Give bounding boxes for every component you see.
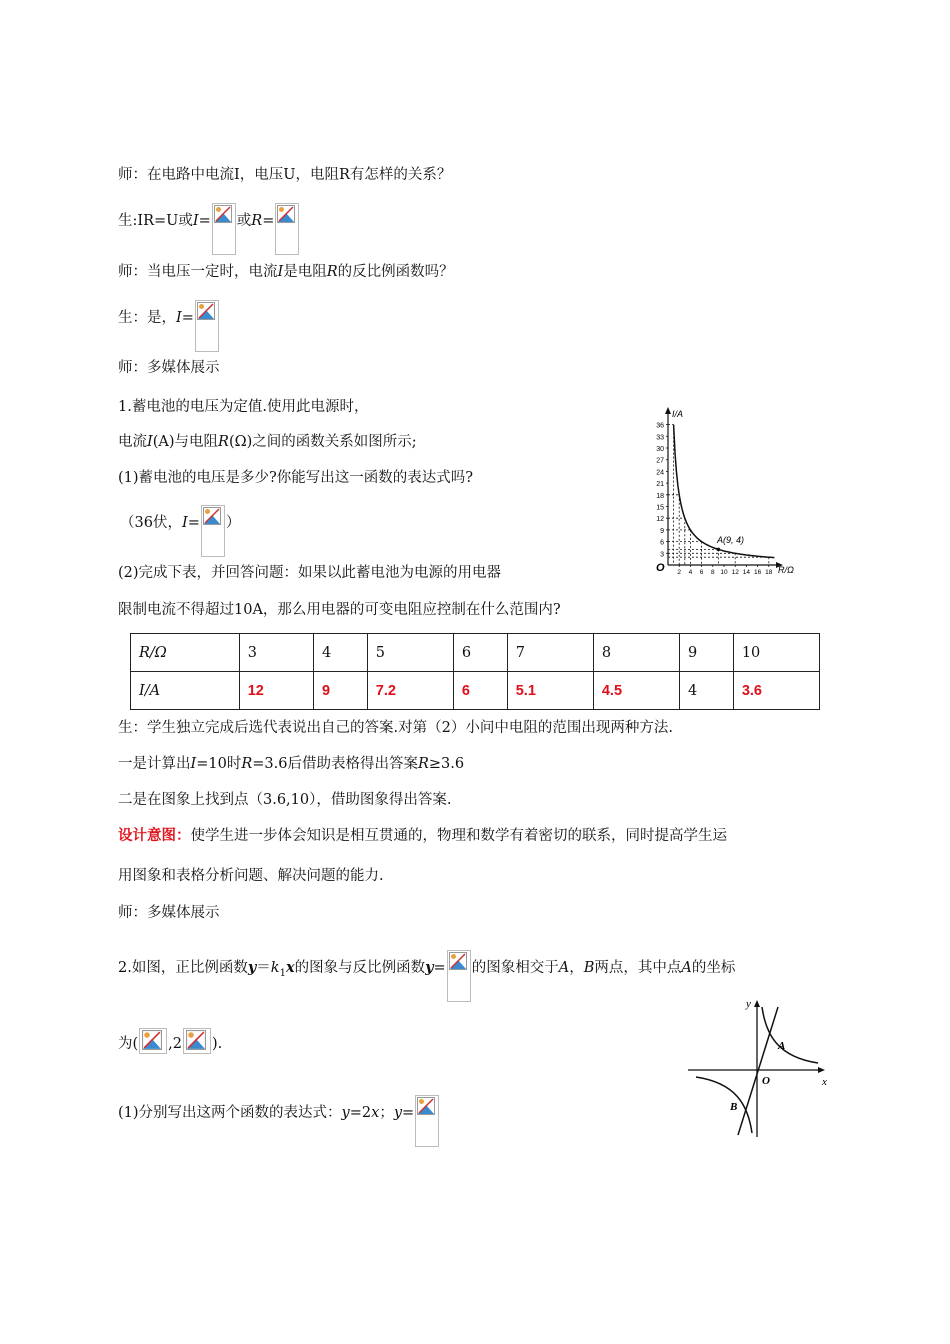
table-cell: 3 xyxy=(239,634,313,672)
text: I/A xyxy=(139,682,161,699)
teacher-media-2: 师：多媒体展示 xyxy=(118,905,220,921)
var-x: x xyxy=(285,959,295,976)
var-y: y xyxy=(247,959,257,976)
text: 电流 xyxy=(118,434,147,450)
origin-label: O xyxy=(656,562,665,574)
table-cell: 9 xyxy=(679,634,733,672)
text: (Ω)之间的函数关系如图所示; xyxy=(228,434,417,450)
origin-label: O xyxy=(762,1075,770,1087)
x-tick-label: 14 xyxy=(742,569,751,575)
teacher-question-1: 师：在电路中电流I，电压U，电阻R有怎样的关系？ xyxy=(118,167,452,183)
y-tick-label: 9 xyxy=(660,527,664,535)
x-axis-arrow xyxy=(818,1067,825,1073)
x-tick-label: 8 xyxy=(710,569,715,575)
x-tick-label: 10 xyxy=(720,569,728,575)
y-axis-label: I/A xyxy=(672,409,684,419)
text: =2 xyxy=(349,1105,372,1121)
x-tick-label: 12 xyxy=(731,569,739,575)
problem-2-q1 xyxy=(118,1095,440,1147)
x-axis-label: R/Ω xyxy=(778,565,794,575)
text: 师：当电压一定时，电流 xyxy=(118,264,278,280)
table-row xyxy=(131,672,820,710)
text: 为( xyxy=(118,1036,139,1052)
x-tick-label: 18 xyxy=(765,569,773,575)
table-row xyxy=(131,634,820,672)
text: ） xyxy=(225,515,241,531)
table-cell: 5 xyxy=(367,634,453,672)
text: 的图象与反比例函数 xyxy=(294,960,426,976)
problem-2-coords xyxy=(118,1028,222,1054)
var-x: x xyxy=(371,1105,380,1121)
table-cell: 3.6 xyxy=(733,672,819,710)
function-intersection-figure xyxy=(682,995,832,1143)
text: ＝ xyxy=(256,960,271,976)
text: 2.如图，正比例函数 xyxy=(118,960,248,976)
problem-1-desc xyxy=(118,432,417,452)
y-axis-arrow xyxy=(754,1000,760,1007)
table-cell: 8 xyxy=(593,634,679,672)
problem-1-intro: 1.蓄电池的电压为定值.使用此电源时， xyxy=(118,399,369,415)
var-i: I xyxy=(176,310,182,326)
var-i: I xyxy=(190,756,197,772)
table-header-i xyxy=(131,672,240,710)
table-header-r xyxy=(131,634,240,672)
text: ,2 xyxy=(168,1036,183,1052)
y-tick-label: 21 xyxy=(656,481,664,489)
point-a-annotation: A(9, 4) xyxy=(717,535,745,545)
design-intent-cont: 用图象和表格分析问题、解决问题的能力. xyxy=(118,868,384,884)
point-a xyxy=(717,548,721,552)
text: 两点，其中点 xyxy=(594,960,682,976)
formula-image-icon xyxy=(275,203,299,255)
y-tick-label: 12 xyxy=(656,516,664,524)
table-cell: 9 xyxy=(313,672,367,710)
text: ≥3.6 xyxy=(428,756,465,772)
y-tick-label: 15 xyxy=(656,504,664,512)
y-tick-label: 18 xyxy=(656,492,664,500)
var-b: B xyxy=(583,960,595,976)
text: = xyxy=(262,213,275,229)
y-tick-label: 30 xyxy=(656,446,664,453)
x-tick-label: 16 xyxy=(753,569,762,575)
var-i: I xyxy=(147,434,153,450)
problem-2-intro xyxy=(118,950,735,1002)
text: (1)分别写出这两个函数的表达式： xyxy=(118,1105,342,1121)
text: 或 xyxy=(236,213,252,229)
point-b-label: B xyxy=(730,1101,738,1113)
var-y: y xyxy=(341,1105,350,1121)
student-answer-1 xyxy=(118,203,300,255)
y-tick-label: 3 xyxy=(660,551,664,559)
var-r: R xyxy=(417,756,429,772)
var-r: R xyxy=(241,756,253,772)
method-2: 二是在图象上找到点（3.6,10），借助图象得出答案. xyxy=(118,792,452,808)
text: =10时 xyxy=(196,756,242,772)
text: 生:IR=U或 xyxy=(118,213,193,229)
problem-1-q2-cont: 限制电流不得超过10A，那么用电器的可变电阻应控制在什么范围内? xyxy=(118,602,561,618)
current-resistance-chart xyxy=(628,405,813,575)
formula-image-icon xyxy=(415,1095,439,1147)
text: ； xyxy=(379,1105,394,1121)
table-cell: 4 xyxy=(679,672,733,710)
text: 的图象相交于 xyxy=(471,960,559,976)
table-cell: 4 xyxy=(313,634,367,672)
student-answer-3: 生：学生独立完成后选代表说出自己的答案.对第（2）小问中电阻的范围出现两种方法. xyxy=(118,720,673,736)
var-i: I xyxy=(181,515,188,531)
teacher-question-2 xyxy=(118,262,454,282)
x-tick-label: 6 xyxy=(699,569,704,575)
table-cell: 4.5 xyxy=(593,672,679,710)
formula-image-icon xyxy=(183,1028,211,1054)
text: (A)与电阻 xyxy=(152,434,219,450)
var-r: R xyxy=(326,264,338,280)
text: 生：是， xyxy=(118,310,176,326)
problem-1-q2: (2)完成下表，并回答问题：如果以此蓄电池为电源的用电器 xyxy=(118,565,502,581)
var-y: y xyxy=(393,1105,403,1121)
problem-1-q1: (1)蓄电池的电压是多少?你能写出这一函数的表达式吗? xyxy=(118,470,474,486)
text: = xyxy=(181,310,194,326)
x-tick-label: 4 xyxy=(688,569,693,575)
proportional-line xyxy=(738,1007,778,1135)
table-cell: 6 xyxy=(453,634,507,672)
teacher-media-1: 师：多媒体展示 xyxy=(118,360,220,376)
var-i: I xyxy=(192,213,199,229)
text: ， xyxy=(569,960,584,976)
text: = xyxy=(433,960,446,976)
x-tick-label: 2 xyxy=(677,569,682,575)
y-label: y xyxy=(746,998,751,1010)
design-intent xyxy=(118,826,727,846)
hyperbola-branch-2 xyxy=(696,1077,752,1133)
y-axis-arrow xyxy=(665,407,671,414)
student-answer-2 xyxy=(118,300,220,352)
var-r: R xyxy=(251,213,263,229)
problem-1-a1 xyxy=(120,505,240,557)
var-i: I xyxy=(277,264,284,280)
var-k: k xyxy=(270,960,280,976)
text: R/Ω xyxy=(139,644,167,661)
table-cell: 7 xyxy=(507,634,593,672)
formula-image-icon xyxy=(447,950,471,1002)
method-1 xyxy=(118,754,464,774)
text: 是电阻 xyxy=(283,264,327,280)
text: 的坐标 xyxy=(691,960,736,976)
y-tick-label: 33 xyxy=(656,434,664,442)
table-cell: 5.1 xyxy=(507,672,593,710)
text: （36伏， xyxy=(120,515,182,531)
table-cell: 10 xyxy=(733,634,819,672)
text: = xyxy=(198,213,211,229)
formula-image-icon xyxy=(139,1028,167,1054)
table-cell: 12 xyxy=(239,672,313,710)
y-tick-label: 27 xyxy=(656,457,664,465)
text: 一是计算出 xyxy=(118,756,191,772)
text: = xyxy=(402,1105,415,1121)
text: 的反比例函数吗？ xyxy=(337,264,454,280)
text: =3.6后借助表格得出答案 xyxy=(252,756,418,772)
subscript: 1 xyxy=(279,967,286,979)
text: ). xyxy=(212,1036,223,1052)
text: = xyxy=(187,515,200,531)
hyperbola-branch-1 xyxy=(762,1007,818,1063)
var-a: A xyxy=(558,960,570,976)
design-intent-label: 设计意图： xyxy=(118,827,191,844)
resistance-current-table xyxy=(130,633,820,710)
y-tick-label: 36 xyxy=(656,422,664,430)
formula-image-icon xyxy=(201,505,225,557)
table-cell: 6 xyxy=(453,672,507,710)
y-tick-label: 6 xyxy=(660,539,664,547)
var-y: y xyxy=(425,959,434,976)
formula-image-icon xyxy=(212,203,236,255)
var-r: R xyxy=(218,434,229,450)
var-a: A xyxy=(681,960,692,976)
x-label: x xyxy=(822,1076,827,1088)
y-tick-label: 24 xyxy=(656,469,664,477)
text: 使学生进一步体会知识是相互贯通的，物理和数学有着密切的联系，同时提高学生运 xyxy=(190,828,727,844)
table-cell: 7.2 xyxy=(367,672,453,710)
formula-image-icon xyxy=(195,300,219,352)
point-a-label: A xyxy=(778,1040,786,1052)
